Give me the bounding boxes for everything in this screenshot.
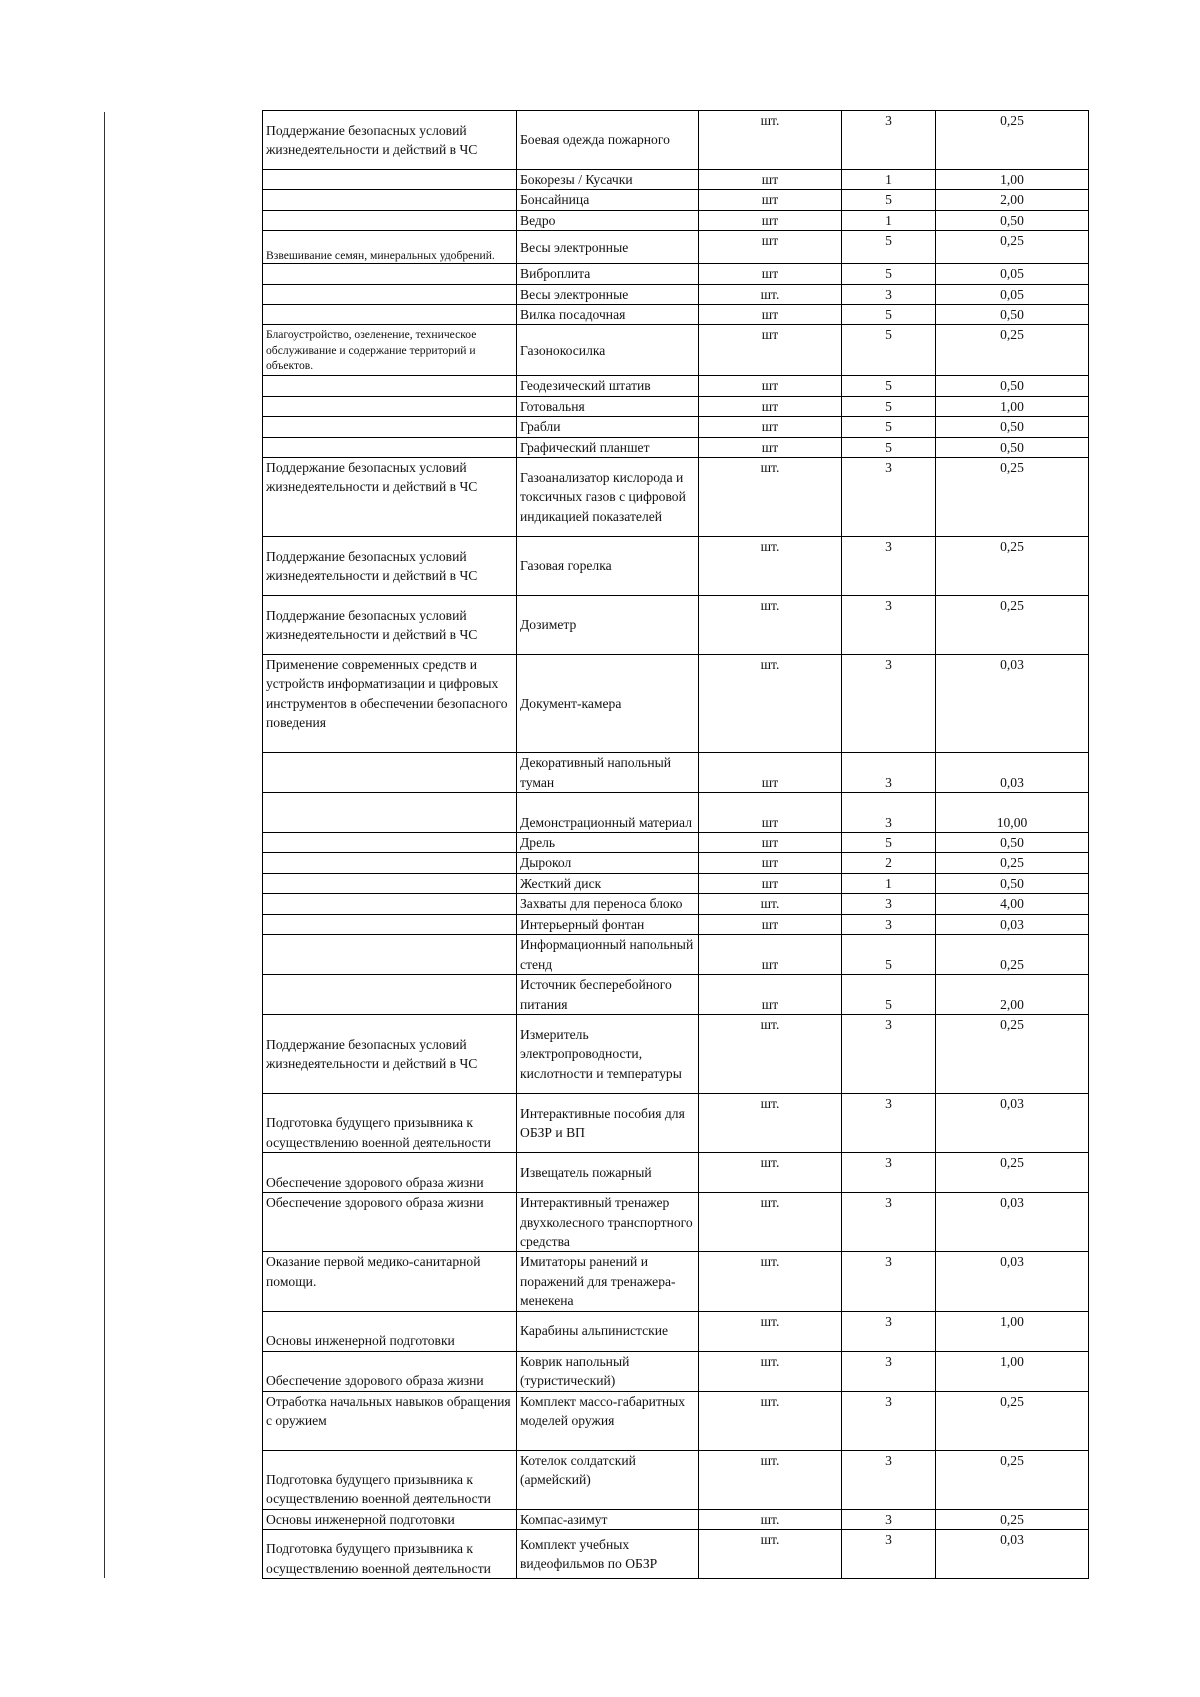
norm-cell: 0,50	[936, 210, 1089, 230]
area-cell: Обеспечение здорового образа жизни	[263, 1351, 517, 1391]
unit-cell: шт	[699, 753, 842, 793]
quantity-cell: 5	[842, 305, 936, 325]
area-cell	[263, 914, 517, 934]
quantity-cell: 5	[842, 396, 936, 416]
norm-cell: 0,03	[936, 1252, 1089, 1311]
area-cell	[263, 190, 517, 210]
area-cell	[263, 417, 517, 437]
area-cell	[263, 935, 517, 975]
unit-cell: шт	[699, 793, 842, 833]
quantity-cell: 3	[842, 1529, 936, 1578]
area-cell	[263, 284, 517, 304]
table-row	[263, 111, 1089, 170]
table-row	[263, 537, 1089, 596]
quantity-cell: 3	[842, 655, 936, 753]
norm-cell: 0,25	[936, 1391, 1089, 1450]
quantity-cell: 5	[842, 190, 936, 210]
norm-cell: 0,03	[936, 1094, 1089, 1153]
norm-cell: 2,00	[936, 190, 1089, 210]
unit-cell: шт.	[699, 1252, 842, 1311]
unit-cell: шт.	[699, 1529, 842, 1578]
unit-cell: шт.	[699, 458, 842, 537]
norm-cell: 4,00	[936, 894, 1089, 914]
quantity-cell: 3	[842, 1153, 936, 1193]
item-name-cell: Коврик напольный (туристический)	[517, 1351, 699, 1391]
unit-cell: шт	[699, 914, 842, 934]
item-name-cell: Комплект учебных видеофильмов по ОБЗР	[517, 1529, 699, 1578]
area-cell	[263, 793, 517, 833]
unit-cell: шт.	[699, 596, 842, 655]
table-row	[263, 1094, 1089, 1153]
norm-cell: 0,50	[936, 417, 1089, 437]
area-cell: Подготовка будущего призывника к осуществлению военной деятельности	[263, 1450, 517, 1509]
item-name-cell: Газовая горелка	[517, 537, 699, 596]
item-name-cell: Комплект массо-габаритных моделей оружия	[517, 1391, 699, 1450]
table-row	[263, 1509, 1089, 1529]
table-row	[263, 417, 1089, 437]
unit-cell: шт.	[699, 111, 842, 170]
table-row	[263, 305, 1089, 325]
item-name-cell: Бокорезы / Кусачки	[517, 170, 699, 190]
quantity-cell: 5	[842, 231, 936, 264]
norm-cell: 0,25	[936, 1450, 1089, 1509]
quantity-cell: 3	[842, 1509, 936, 1529]
area-cell	[263, 873, 517, 893]
table-row	[263, 935, 1089, 975]
quantity-cell: 5	[842, 376, 936, 396]
item-name-cell: Готовальня	[517, 396, 699, 416]
quantity-cell: 5	[842, 417, 936, 437]
area-cell: Поддержание безопасных условий жизнедеятельности и действий в ЧС	[263, 111, 517, 170]
norm-cell: 0,25	[936, 325, 1089, 376]
area-cell	[263, 853, 517, 873]
table-row	[263, 655, 1089, 753]
quantity-cell: 3	[842, 914, 936, 934]
norm-cell: 0,50	[936, 437, 1089, 457]
area-cell: Взвешивание семян, минеральных удобрений.	[263, 231, 517, 264]
area-cell	[263, 396, 517, 416]
area-cell	[263, 894, 517, 914]
item-name-cell: Источник бесперебойного питания	[517, 975, 699, 1015]
norm-cell: 0,03	[936, 655, 1089, 753]
quantity-cell: 3	[842, 1351, 936, 1391]
table-row	[263, 1252, 1089, 1311]
item-name-cell: Боевая одежда пожарного	[517, 111, 699, 170]
item-name-cell: Информационный напольный стенд	[517, 935, 699, 975]
area-cell: Поддержание безопасных условий жизнедеятельности и действий в ЧС	[263, 1015, 517, 1094]
norm-cell: 0,03	[936, 753, 1089, 793]
table-row	[263, 1153, 1089, 1193]
area-cell: Благоустройство, озеленение, техническое обслуживание и содержание территорий и объектов.	[263, 325, 517, 376]
equipment-table	[262, 110, 1089, 1579]
item-name-cell: Интерактивный тренажер двухколесного транспортного средства	[517, 1193, 699, 1252]
area-cell	[263, 753, 517, 793]
unit-cell: шт	[699, 170, 842, 190]
table-row	[263, 1529, 1089, 1578]
unit-cell: шт	[699, 437, 842, 457]
unit-cell: шт	[699, 417, 842, 437]
item-name-cell: Измеритель электропроводности, кислотности и температуры	[517, 1015, 699, 1094]
norm-cell: 1,00	[936, 1351, 1089, 1391]
quantity-cell: 3	[842, 537, 936, 596]
left-margin-line	[104, 112, 105, 1578]
unit-cell: шт.	[699, 1153, 842, 1193]
unit-cell: шт	[699, 873, 842, 893]
norm-cell: 1,00	[936, 1311, 1089, 1351]
norm-cell: 0,25	[936, 1015, 1089, 1094]
norm-cell: 0,25	[936, 111, 1089, 170]
item-name-cell: Весы электронные	[517, 231, 699, 264]
table-row	[263, 1351, 1089, 1391]
norm-cell: 0,25	[936, 596, 1089, 655]
quantity-cell: 3	[842, 1311, 936, 1351]
norm-cell: 0,05	[936, 284, 1089, 304]
item-name-cell: Декоративный напольный туман	[517, 753, 699, 793]
norm-cell: 10,00	[936, 793, 1089, 833]
table-row	[263, 210, 1089, 230]
unit-cell: шт	[699, 833, 842, 853]
item-name-cell: Интерьерный фонтан	[517, 914, 699, 934]
table-row	[263, 190, 1089, 210]
item-name-cell: Виброплита	[517, 264, 699, 284]
table-row	[263, 975, 1089, 1015]
unit-cell: шт.	[699, 655, 842, 753]
unit-cell: шт.	[699, 1311, 842, 1351]
item-name-cell: Компас-азимут	[517, 1509, 699, 1529]
unit-cell: шт.	[699, 284, 842, 304]
table-row	[263, 170, 1089, 190]
quantity-cell: 5	[842, 935, 936, 975]
item-name-cell: Захваты для переноса блоко	[517, 894, 699, 914]
unit-cell: шт	[699, 231, 842, 264]
area-cell	[263, 305, 517, 325]
norm-cell: 0,03	[936, 1193, 1089, 1252]
area-cell	[263, 264, 517, 284]
area-cell: Оказание первой медико-санитарной помощи.	[263, 1252, 517, 1311]
norm-cell: 0,25	[936, 1153, 1089, 1193]
quantity-cell: 1	[842, 170, 936, 190]
table-row	[263, 437, 1089, 457]
norm-cell: 1,00	[936, 170, 1089, 190]
area-cell	[263, 975, 517, 1015]
area-cell: Поддержание безопасных условий жизнедеятельности и действий в ЧС	[263, 458, 517, 537]
item-name-cell: Дырокол	[517, 853, 699, 873]
table-row	[263, 325, 1089, 376]
item-name-cell: Интерактивные пособия для ОБЗР и ВП	[517, 1094, 699, 1153]
norm-cell: 1,00	[936, 396, 1089, 416]
area-cell: Отработка начальных навыков обращения с оружием	[263, 1391, 517, 1450]
unit-cell: шт.	[699, 1509, 842, 1529]
norm-cell: 0,25	[936, 853, 1089, 873]
table-row	[263, 793, 1089, 833]
table-row	[263, 1450, 1089, 1509]
norm-cell: 0,03	[936, 1529, 1089, 1578]
area-cell: Поддержание безопасных условий жизнедеятельности и действий в ЧС	[263, 537, 517, 596]
area-cell	[263, 376, 517, 396]
item-name-cell: Котелок солдатский (армейский)	[517, 1450, 699, 1509]
item-name-cell: Демонстрационный материал	[517, 793, 699, 833]
unit-cell: шт	[699, 264, 842, 284]
table-row	[263, 376, 1089, 396]
area-cell: Основы инженерной подготовки	[263, 1509, 517, 1529]
quantity-cell: 5	[842, 264, 936, 284]
quantity-cell: 3	[842, 284, 936, 304]
unit-cell: шт.	[699, 1391, 842, 1450]
unit-cell: шт.	[699, 1450, 842, 1509]
area-cell	[263, 170, 517, 190]
unit-cell: шт	[699, 376, 842, 396]
norm-cell: 0,50	[936, 376, 1089, 396]
table-row	[263, 458, 1089, 537]
norm-cell: 0,25	[936, 231, 1089, 264]
area-cell	[263, 437, 517, 457]
quantity-cell: 5	[842, 437, 936, 457]
item-name-cell: Извещатель пожарный	[517, 1153, 699, 1193]
quantity-cell: 2	[842, 853, 936, 873]
table-row	[263, 596, 1089, 655]
unit-cell: шт.	[699, 1351, 842, 1391]
table-row	[263, 396, 1089, 416]
quantity-cell: 1	[842, 210, 936, 230]
norm-cell: 0,25	[936, 1509, 1089, 1529]
item-name-cell: Ведро	[517, 210, 699, 230]
unit-cell: шт	[699, 325, 842, 376]
quantity-cell: 3	[842, 1391, 936, 1450]
item-name-cell: Газонокосилка	[517, 325, 699, 376]
norm-cell: 0,25	[936, 458, 1089, 537]
quantity-cell: 3	[842, 111, 936, 170]
quantity-cell: 3	[842, 1094, 936, 1153]
table-row	[263, 1015, 1089, 1094]
table-row	[263, 873, 1089, 893]
area-cell	[263, 210, 517, 230]
item-name-cell: Весы электронные	[517, 284, 699, 304]
item-name-cell: Графический планшет	[517, 437, 699, 457]
item-name-cell: Вилка посадочная	[517, 305, 699, 325]
norm-cell: 0,05	[936, 264, 1089, 284]
unit-cell: шт.	[699, 1094, 842, 1153]
quantity-cell: 3	[842, 1193, 936, 1252]
table-row	[263, 264, 1089, 284]
area-cell: Подготовка будущего призывника к осуществлению военной деятельности	[263, 1529, 517, 1578]
unit-cell: шт	[699, 396, 842, 416]
area-cell: Поддержание безопасных условий жизнедеятельности и действий в ЧС	[263, 596, 517, 655]
item-name-cell: Геодезический штатив	[517, 376, 699, 396]
item-name-cell: Карабины альпинистские	[517, 1311, 699, 1351]
unit-cell: шт	[699, 935, 842, 975]
table-row	[263, 833, 1089, 853]
unit-cell: шт	[699, 975, 842, 1015]
table-row	[263, 1311, 1089, 1351]
item-name-cell: Имитаторы ранений и поражений для тренажера-менекена	[517, 1252, 699, 1311]
area-cell: Обеспечение здорового образа жизни	[263, 1153, 517, 1193]
unit-cell: шт.	[699, 1193, 842, 1252]
table-row	[263, 914, 1089, 934]
table-row	[263, 853, 1089, 873]
quantity-cell: 5	[842, 975, 936, 1015]
quantity-cell: 3	[842, 753, 936, 793]
area-cell: Подготовка будущего призывника к осуществлению военной деятельности	[263, 1094, 517, 1153]
table-row	[263, 1391, 1089, 1450]
norm-cell: 0,03	[936, 914, 1089, 934]
item-name-cell: Бонсайница	[517, 190, 699, 210]
area-cell: Применение современных средств и устройств информатизации и цифровых инструментов в обеспечении безопасного поведения	[263, 655, 517, 753]
norm-cell: 2,00	[936, 975, 1089, 1015]
norm-cell: 0,50	[936, 833, 1089, 853]
norm-cell: 0,50	[936, 305, 1089, 325]
norm-cell: 0,25	[936, 537, 1089, 596]
table-row	[263, 231, 1089, 264]
table-row	[263, 1193, 1089, 1252]
norm-cell: 0,50	[936, 873, 1089, 893]
table-row	[263, 753, 1089, 793]
norm-cell: 0,25	[936, 935, 1089, 975]
area-cell	[263, 833, 517, 853]
quantity-cell: 3	[842, 596, 936, 655]
unit-cell: шт.	[699, 1015, 842, 1094]
item-name-cell: Газоанализатор кислорода и токсичных газов с цифровой индикацией показателей	[517, 458, 699, 537]
quantity-cell: 3	[842, 1252, 936, 1311]
quantity-cell: 3	[842, 458, 936, 537]
quantity-cell: 3	[842, 1015, 936, 1094]
quantity-cell: 3	[842, 894, 936, 914]
unit-cell: шт.	[699, 537, 842, 596]
quantity-cell: 5	[842, 833, 936, 853]
item-name-cell: Дозиметр	[517, 596, 699, 655]
item-name-cell: Дрель	[517, 833, 699, 853]
unit-cell: шт	[699, 305, 842, 325]
unit-cell: шт	[699, 210, 842, 230]
quantity-cell: 3	[842, 1450, 936, 1509]
area-cell: Обеспечение здорового образа жизни	[263, 1193, 517, 1252]
unit-cell: шт.	[699, 894, 842, 914]
item-name-cell: Документ-камера	[517, 655, 699, 753]
quantity-cell: 1	[842, 873, 936, 893]
quantity-cell: 5	[842, 325, 936, 376]
table-row	[263, 284, 1089, 304]
quantity-cell: 3	[842, 793, 936, 833]
unit-cell: шт	[699, 190, 842, 210]
unit-cell: шт	[699, 853, 842, 873]
item-name-cell: Грабли	[517, 417, 699, 437]
item-name-cell: Жесткий диск	[517, 873, 699, 893]
table-row	[263, 894, 1089, 914]
area-cell: Основы инженерной подготовки	[263, 1311, 517, 1351]
